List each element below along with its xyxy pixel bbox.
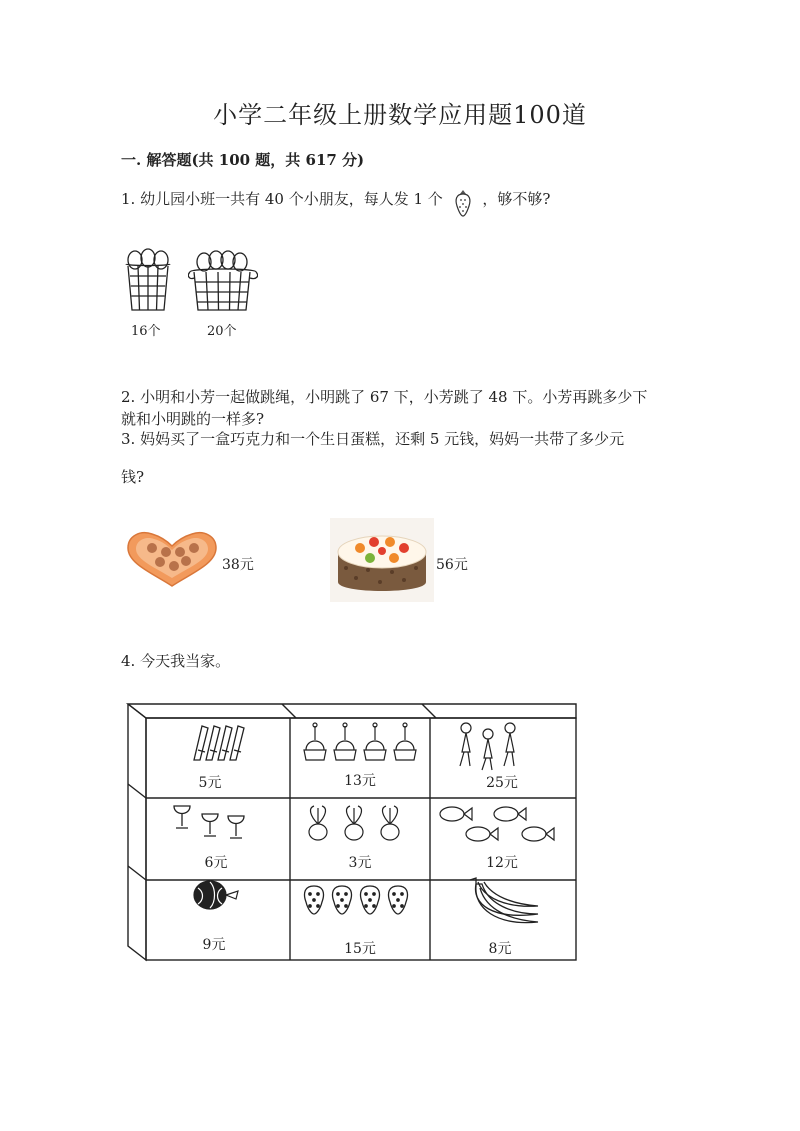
question-3-line-2: 钱? — [121, 468, 145, 486]
fish-price: 12元 — [486, 855, 518, 871]
question-3-line-1: 3. 妈妈买了一盒巧克力和一个生日蛋糕，还剩 5 元钱，妈妈一共带了多少元 — [121, 430, 625, 448]
basket-16-label: 16个 — [131, 324, 161, 339]
cakes-price: 13元 — [344, 773, 376, 789]
strawberries-icon — [300, 880, 412, 920]
question-1 — [121, 188, 550, 218]
page-title: 小学二年级上册数学应用题100道 — [213, 101, 587, 129]
question-2 — [121, 386, 681, 430]
watermelon-price: 9元 — [202, 937, 226, 953]
cake-price: 56元 — [436, 557, 468, 573]
radishes-icon — [304, 802, 414, 848]
section-heading: 一. 解答题(共 100 题，共 617 分) — [121, 151, 365, 169]
basket-icon — [122, 246, 174, 316]
chocolate-price: 38元 — [222, 557, 254, 573]
dolls-price: 25元 — [486, 775, 518, 791]
chocolate-box-icon — [124, 528, 220, 592]
dolls-icon — [452, 718, 532, 778]
question-2-line-1: 2. 小明和小芳一起做跳绳，小明跳了 67 下，小芳跳了 48 下。小芳再跳多少下 — [121, 388, 648, 406]
basket-20-label: 20个 — [207, 324, 237, 339]
bananas-price: 8元 — [488, 941, 512, 957]
watermelon-icon — [190, 878, 242, 916]
cakes-icon — [300, 720, 420, 768]
basket-16 — [122, 246, 174, 320]
basket-icon — [188, 246, 258, 316]
pencils-icon — [188, 722, 248, 766]
question-1-text-end: ，够不够? — [482, 190, 551, 208]
bananas-icon — [462, 874, 542, 932]
basket-20 — [188, 246, 258, 320]
question-2-line-2: 就和小明跳的一样多? — [121, 410, 265, 428]
strawberry-icon — [452, 188, 474, 218]
question-1-text: 1. 幼儿园小班一共有 40 个小朋友，每人发 1 个 — [121, 190, 443, 208]
cake-icon — [330, 518, 434, 606]
strawberries-price: 15元 — [344, 941, 376, 957]
radishes-price: 3元 — [348, 855, 372, 871]
pencils-price: 5元 — [198, 775, 222, 791]
cups-price: 6元 — [204, 855, 228, 871]
cups-icon — [170, 802, 250, 846]
question-4: 4. 今天我当家。 — [121, 652, 231, 670]
fish-icon — [438, 802, 560, 852]
